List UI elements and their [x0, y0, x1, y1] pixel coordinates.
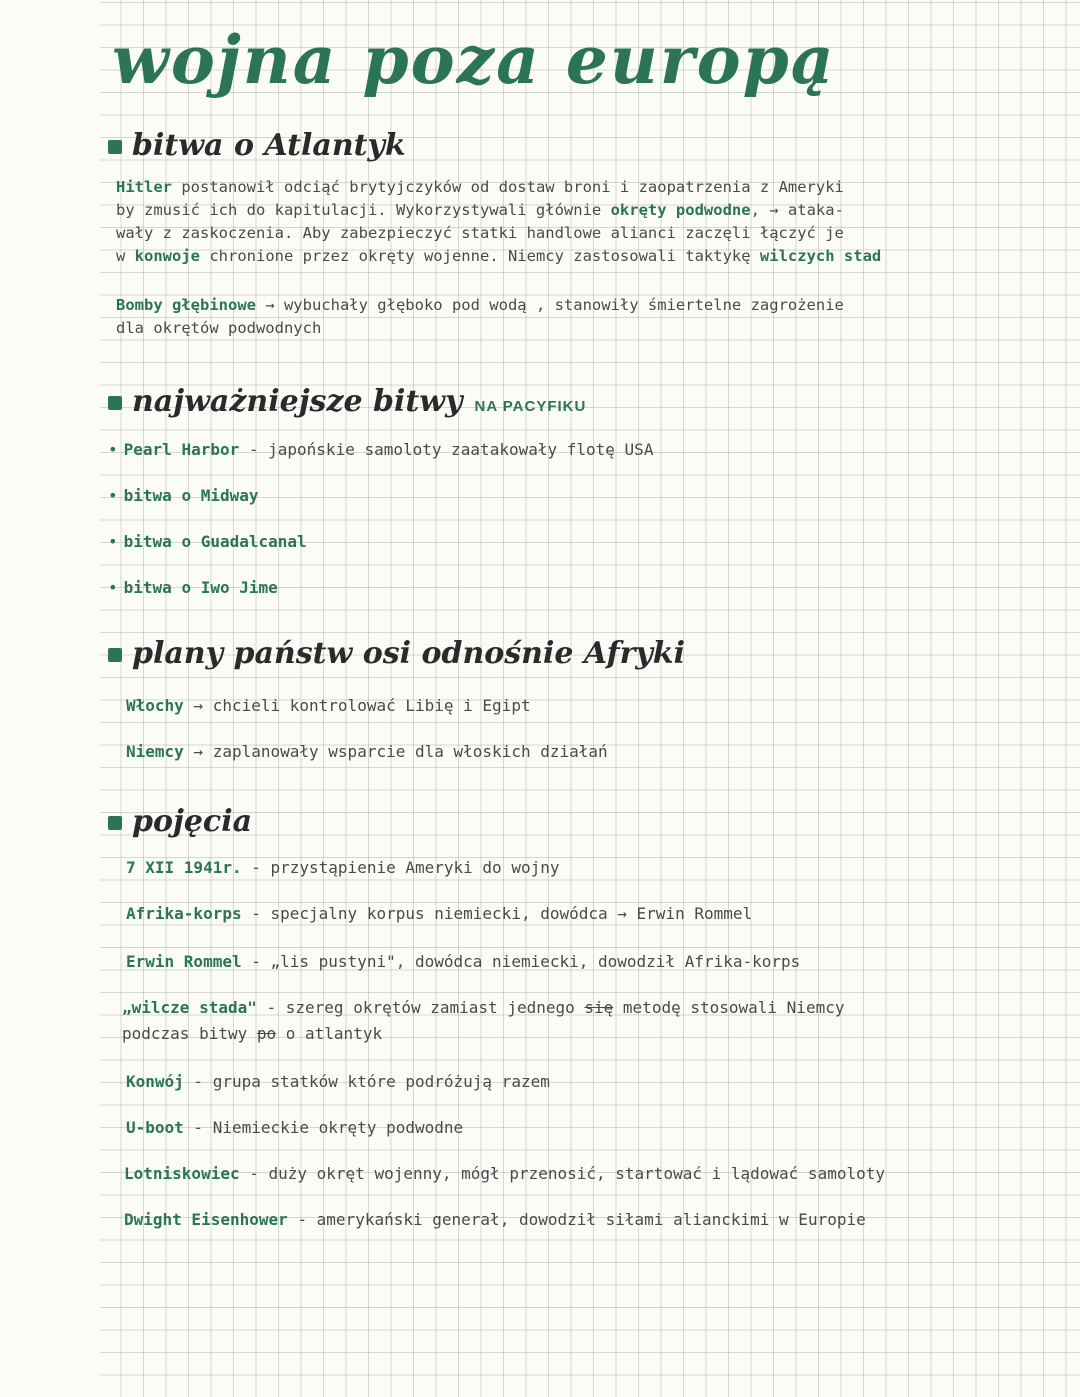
text: - grupa statków które podróżują razem: [183, 1072, 550, 1091]
heading-axis-plans: [108, 636, 685, 671]
heading-text: bitwa o Atlantyk: [132, 128, 406, 163]
term: Bomby głębinowe: [116, 296, 256, 314]
term: Konwój: [126, 1072, 184, 1091]
text: wały z zaskoczenia. Aby zabezpieczyć statki handlowe alianci zaczęli łączyć je: [116, 224, 844, 242]
heading-text: najważniejsze bitwy: [132, 384, 463, 419]
text: postanowił odciąć brytyjczyków od dostaw broni i zaopatrzenia z Ameryki: [172, 178, 844, 196]
text: - amerykański generał, dowodził siłami alianckimi w Europie: [287, 1210, 866, 1229]
text: → chcieli kontrolować Libię i Egipt: [183, 696, 531, 715]
text: o atlantyk: [276, 1024, 383, 1043]
heading-subtitle: NA PACYFIKU: [474, 398, 587, 415]
term: Hitler: [116, 178, 172, 196]
text: , → ataka-: [750, 201, 844, 219]
term: bitwa o Iwo Jime: [123, 578, 278, 597]
term: konwoje: [134, 247, 200, 265]
text: - szereg okrętów zamiast jednego: [256, 998, 585, 1017]
bombs-note: [116, 294, 844, 340]
list-item: • bitwa o Guadalcanal: [108, 532, 307, 551]
term: Afrika-korps: [126, 904, 242, 923]
text: w: [116, 247, 135, 265]
term: Lotniskowiec: [124, 1164, 240, 1183]
term-item: [126, 952, 800, 971]
para-line: [116, 245, 881, 268]
para-line: [116, 222, 881, 245]
square-bullet-icon: [108, 816, 122, 830]
term-item: [126, 858, 559, 877]
heading-terms: [108, 804, 252, 839]
text: chronione przez okręty wojenne. Niemcy zastosowali taktykę: [200, 247, 760, 265]
term-item: [126, 1072, 550, 1091]
text: - „lis pustyni", dowódca niemiecki, dowodził Afrika-korps: [241, 952, 801, 971]
term-item: [124, 1210, 866, 1229]
text: → wybuchały głęboko pod wodą , stanowiły śmiertelne zagrożenie: [255, 296, 844, 314]
heading-text: plany państw osi odnośnie Afryki: [132, 636, 685, 671]
term: Niemcy: [126, 742, 184, 761]
term: bitwa o Midway: [123, 486, 259, 505]
square-bullet-icon: [108, 396, 122, 410]
para-line: dla okrętów podwodnych: [116, 319, 322, 337]
text: - przystąpienie Ameryki do wojny: [241, 858, 560, 877]
heading-battles: [108, 384, 586, 419]
term: Włochy: [126, 696, 184, 715]
text: podczas bitwy: [122, 1024, 257, 1043]
term: 7 XII 1941r.: [126, 858, 242, 877]
strikethrough-text: się: [584, 998, 614, 1017]
heading-atlantic: [108, 128, 406, 163]
term-item-continuation: [122, 1024, 382, 1043]
text: → zaplanowały wsparcie dla włoskich działań: [183, 742, 608, 761]
term: Dwight Eisenhower: [124, 1210, 288, 1229]
term: U-boot: [126, 1118, 184, 1137]
term: Erwin Rommel: [126, 952, 242, 971]
term-item: [126, 1118, 463, 1137]
square-bullet-icon: [108, 648, 122, 662]
list-item: [126, 742, 608, 761]
term: bitwa o Guadalcanal: [123, 532, 307, 551]
text: - Niemieckie okręty podwodne: [183, 1118, 464, 1137]
list-item: • Pearl Harbor - japońskie samoloty zaatakowały flotę USA: [108, 440, 654, 459]
term: Pearl Harbor: [123, 440, 240, 459]
term-item: [126, 904, 752, 923]
heading-text: pojęcia: [132, 804, 253, 839]
page-title: wojna poza europą: [112, 21, 836, 99]
atlantic-paragraph: [116, 176, 881, 268]
text: by zmusić ich do kapitulacji. Wykorzystywali głównie: [116, 201, 611, 219]
strikethrough-text: po: [256, 1024, 277, 1043]
term-item: [124, 1164, 885, 1183]
text: metodę stosowali Niemcy: [613, 998, 845, 1017]
term: „wilcze stada": [122, 998, 257, 1017]
list-item: [126, 696, 531, 715]
text: - specjalny korpus niemiecki, dowódca → Erwin Rommel: [241, 904, 753, 923]
para-line: [116, 176, 881, 199]
para-line: [116, 294, 844, 317]
list-item: • bitwa o Midway: [108, 486, 259, 505]
term: wilczych stad: [759, 247, 882, 265]
para-line: [116, 199, 881, 222]
term: okręty podwodne: [610, 201, 751, 219]
text: - duży okręt wojenny, mógł przenosić, startować i lądować samoloty: [239, 1164, 885, 1183]
term-item: [122, 998, 844, 1017]
text: - japońskie samoloty zaatakowały flotę USA: [239, 440, 654, 459]
list-item: • bitwa o Iwo Jime: [108, 578, 278, 597]
square-bullet-icon: [108, 140, 122, 154]
